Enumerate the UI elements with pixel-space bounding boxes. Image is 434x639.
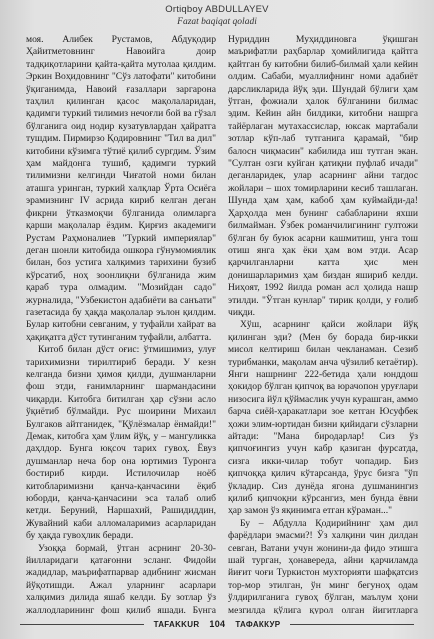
paragraph: Хўш, асарнинг қайси жойлари йўқ қилинган эди? (Мен бу борада бир-икки мисол келтириш билан чекланаман. Сезиб турибманки, мақолам анча чўзилиб кетаётир). Янги нашрнинг 222-бетида ҳали юнддош ҳокидор бўлган қипчоқ ва юрачопон уруғлари низосига йўл қўймаслик учун курашган, аммо барча сиёй-ҳаракатлари зое кетган Юсуфбек ҳожи элим-юртидан бизни қийидаги сўзларни айтади: "Мана биродарлар! Сиз ўз қипчоғингиз учун кабр қазиган фурсатда, сизга икки-чилар тобут чопадир. Биз қипчоққа қилич кўтарсанда, ўрус бизга "ўп ўкладир. Сиз дунёда ягона душманингиз қилиб қипчоқни кўрсангиз, мен бунда ёвни ҳар замон ўз яқинимга етган кўраман..." <box>228 319 418 517</box>
page-number: 104 <box>209 619 226 629</box>
paragraph: Китоб билан дўст оғис: ўтмишимиз, улуғ тарихимизни тирилтириб беради. У кезн келганда бизни ҳимоя қилди, душманларни фош этди, ғанимларнинг шармандасини чиқарди. Китобга битилган ҳар сўзни асло ўқиётиб бўлмайди. Рус шоирини Михаил Булгаков айтганидек, "Қўлёзмалар ёнмайди!" Демак, китобга ҳам ўлим йўқ, у – мангуликка даҳлдор. Бунга юқсоч тарих гувоҳ. Ёвуз душманлар неча бор она юртимиз Туронга бостириб кирди. Истилочилар ноёб китобларимизни қанча-қанчасини ёқиб юборди, қанча-қанчасини эса талаб олиб кетди. Беруний, Наршахий, Рашидиддин, Жувайний каби алломаларимиз асарларидан бу ҳақда гувоҳлик беради. <box>26 344 216 542</box>
footer-rule-right <box>290 624 414 625</box>
paragraph: Нуриддин Муҳиддиновга ўқишган маърифатли раҳбарлар ҳомийлигида қайтга қайтган бу китобни билиб-билмай ҳали кейин олдим. Сабаби, муаллифнинг номи адабиёт дарсликларида йўқ эди. Шундай бўлиги ҳам ўтган, фожиали ҳалок бўлганини билмас эдим. Кейин айн билдики, китобни нашрга тайёрлаган мутахассислар, юксак мартабали зотлар кўп-лаб тутганига қарамай, "бир балосн чиқмасин" кабилида иш тутган экан. "Султан озги куйган қатиқни пуфлаб ичади" деганларидек, улар асарнинг айни тагдос жойлари – шох томирларини кесиб ташлаган. Шунда ҳам ҳам, кабоб ҳам куймайди-да! Ҳарҳолда мен бунинг сабабларини яхши билмайман. Ўзбек романчилигининг гултожи бўлган бу буюк асарни кашмитиш, унга тош отиш янга ҳак ёки ҳам вом этди. Асар қарчилганларни катта ҳис мен донишарларимиз ҳам биздан яшириб келди. Ниҳоят, 1992 йилда роман асл ҳолида нашр этилди. "Ўтган кунлар" тирик қолди, у ғолиб чиқди. <box>228 34 418 318</box>
left-column <box>26 34 216 614</box>
footer-magazine-latin: TAFAKKUR <box>153 619 200 629</box>
running-header <box>0 4 434 28</box>
article-body <box>26 34 418 614</box>
paragraph: моя. Алибек Рустамов, Абдуқодир Ҳайитметовнинг Навоийга доир тадқиқотларини қайта-қайта мутолаа қилдим. Эркин Воҳидовнинг "Сўз латофати" китобини ўқиганимда, Навоий ғазаллари заргарона таҳлил қилинган қасос мақолаларидан, қадимги туркий тилимиз нечоғли бой ва гўзал бўлганига оид нодир кузатувлардан ҳайратга тушдим. Пирмирзо Қодировнинг "Тил ва дил" китобини кўзимга тўтиё қилиб сургдим. Ўзим ҳам майдонга тушиб, қадимги туркий тилимизни келгинди Чиғатой номи билан аташга уринган, туркий халқлар Ўрта Осиёга эрамизнинг IV асрида кириб келган деган фикрни ўтказмоқчи бўлганида олимларга қарши мақолалар ёздим. Қирғиз академиги Рустам Раҳмоналиев "Туркий империялар" деган шонли китобида ошкора гўнумомиялик билан, боз устига халқимиз тарихини бузиб кўрсатиб, ноҳ зоонлиқни бўлганида жим қараб тура олмадим. "Мозийдан садо" журналида, "Узбекистон адабиёти ва санъати" газетасида бу ҳақда мақолалар эълон қилдим. Булар китобни севганим, у туфайли хайрат ва ҳақиқатга дўст тутинганим туфайли, албатта. <box>26 34 216 343</box>
page-footer <box>20 617 414 631</box>
header-title: Fazat baqiqat qoladi <box>177 17 257 27</box>
paragraph: Узоққа бормай, ўтган асрнинг 20-30-йилларидаги қатағонни эсланг. Фидойи жадидлар, маърифатпарвар адибнинг жисман йўқотишди. Ажал уларнинг асарлари халқимиз дилида яшаб келди. Бу зотлар ўз жаллодларининг фош қилиб яшади. Бунга <box>26 542 216 614</box>
right-column <box>228 34 418 614</box>
footer-magazine-cyrillic: ТАФАККУР <box>235 619 281 629</box>
paragraph: Бу – Абдулла Қодирийнинг ҳам дил фарёдлари эмасми?! Ўз халқини чин дилдан севган, Ватани учун жонини-да фидо этишга шай турган, ҳонавереда, айни қарчиламда йиғит чоғи Туркистон мухторияти шафқатсиз тор-мор этилган, ўн минг бегуноҳ одам ўлдирилганига гувоҳ бўлган, маълум ҳони мезгилда қўлига қурол олган йигитларга <box>228 517 418 614</box>
footer-rule-left <box>20 624 144 625</box>
header-author: Ortiqboy ABDULLAYEV <box>165 4 269 15</box>
